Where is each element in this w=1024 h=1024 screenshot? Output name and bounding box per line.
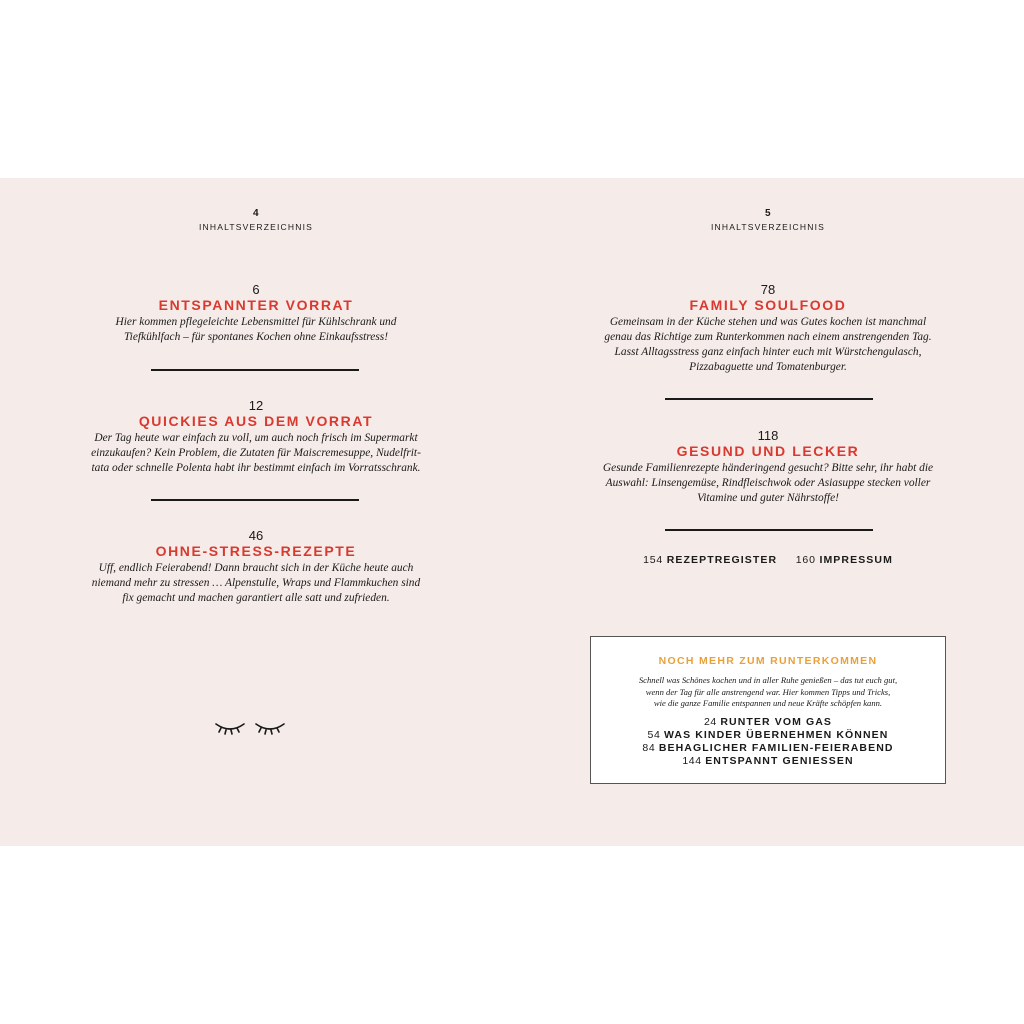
divider-rule	[151, 499, 359, 501]
entry-label: WAS KINDER ÜBERNEHMEN KÖNNEN	[663, 728, 889, 741]
extra-entry-impressum[interactable]	[796, 554, 893, 566]
section-description: Uff, endlich Feierabend! Dann braucht sich in der Küche heute auch niemand mehr zu stressen … Alpenstulle, Wraps und Flammkuchen sind fix gemacht und machen garantiert alle satt und zufrieden.	[91, 562, 421, 604]
entry-label: RUNTER VOM GAS	[720, 715, 833, 728]
info-box-title: NOCH MEHR ZUM RUNTERKOMMEN	[658, 655, 878, 667]
page-header: INHALTSVERZEICHNIS	[710, 222, 825, 232]
page-number: 4	[252, 208, 260, 219]
extra-entries	[512, 554, 1024, 566]
book-spread	[0, 178, 1024, 846]
toc-section-family-soulfood[interactable]	[512, 282, 1024, 375]
entry-label: REZEPTREGISTER	[666, 554, 778, 566]
divider-rule	[665, 398, 873, 400]
toc-section-gesund-und-lecker[interactable]	[512, 428, 1024, 506]
entry-label: ENTSPANNT GENIESSEN	[705, 754, 854, 767]
info-box	[590, 636, 946, 784]
info-box-description: Schnell was Schönes kochen und in aller Ruhe genießen – das tut euch gut, wenn der Tag für alle anstrengend war. Hier kommen Tipps und Tricks, wie die ganze Familie entspannen und neue Kräfte schöpfen kann.	[638, 675, 898, 708]
divider-rule	[665, 529, 873, 531]
section-description: Gemeinsam in der Küche stehen und was Gutes kochen ist manchmal genau das Richtige zum Runterkommen nach einem anstrengenden Tag. Lasst Alltagsstress ganz einfach hinter euch mit Würstchengulasch, Pizzabaguette und Tomatenburger.	[604, 316, 932, 373]
info-box-item[interactable]	[591, 755, 945, 768]
page-number: 5	[764, 208, 772, 219]
section-page-number: 78	[760, 282, 776, 297]
divider-rule	[151, 369, 359, 371]
entry-page-number: 84	[642, 741, 656, 754]
entry-page-number: 144	[682, 754, 702, 767]
entry-page-number: 54	[647, 728, 661, 741]
section-page-number: 118	[757, 428, 779, 443]
entry-page-number: 160	[795, 554, 816, 566]
section-description: Gesunde Familienrezepte händeringend gesucht? Bitte sehr, ihr habt die Auswahl: Linsengemüse, Rindfleischwok oder Asiasuppe stecken voller Vitamine und guter Nährstoffe!	[602, 462, 934, 504]
page-header: INHALTSVERZEICHNIS	[198, 222, 313, 232]
entry-label: IMPRESSUM	[819, 554, 893, 566]
section-page-number: 6	[252, 282, 260, 297]
entry-label: BEHAGLICHER FAMILIEN-FEIERABEND	[658, 741, 894, 754]
section-page-number: 12	[248, 398, 264, 413]
section-title: FAMILY SOULFOOD	[689, 297, 847, 313]
section-title: QUICKIES AUS DEM VORRAT	[138, 413, 374, 429]
right-page	[512, 178, 1024, 846]
section-description: Hier kommen pflegeleichte Lebensmittel für Kühlschrank und Tiefkühlfach – für spontanes Kochen ohne Einkaufsstress!	[115, 316, 397, 343]
section-title: ENTSPANNTER VORRAT	[158, 297, 354, 313]
entry-page-number: 154	[643, 554, 663, 566]
section-description: Der Tag heute war einfach zu voll, um auch noch frisch im Supermarkt einzukaufen? Kein Problem, die Zutaten für Maiscremesuppe, Nudelfrit- tata oder schnelle Polenta habt ihr bestimmt einfach im Vorratsschrank.	[91, 432, 421, 474]
extra-entry-rezeptregister[interactable]	[643, 554, 781, 566]
section-page-number: 46	[248, 528, 264, 543]
toc-section-ohne-stress[interactable]	[0, 528, 512, 606]
toc-section-entspannter-vorrat[interactable]	[0, 282, 512, 345]
info-box-item[interactable]	[591, 742, 945, 755]
entry-page-number: 24	[703, 715, 717, 728]
info-box-item[interactable]	[591, 716, 945, 729]
section-title: OHNE-STRESS-REZEPTE	[155, 543, 357, 559]
left-page	[0, 178, 512, 846]
toc-section-quickies[interactable]	[0, 398, 512, 476]
section-title: GESUND UND LECKER	[676, 443, 860, 459]
info-box-item[interactable]	[591, 729, 945, 742]
closed-eyes-icon	[213, 718, 293, 738]
